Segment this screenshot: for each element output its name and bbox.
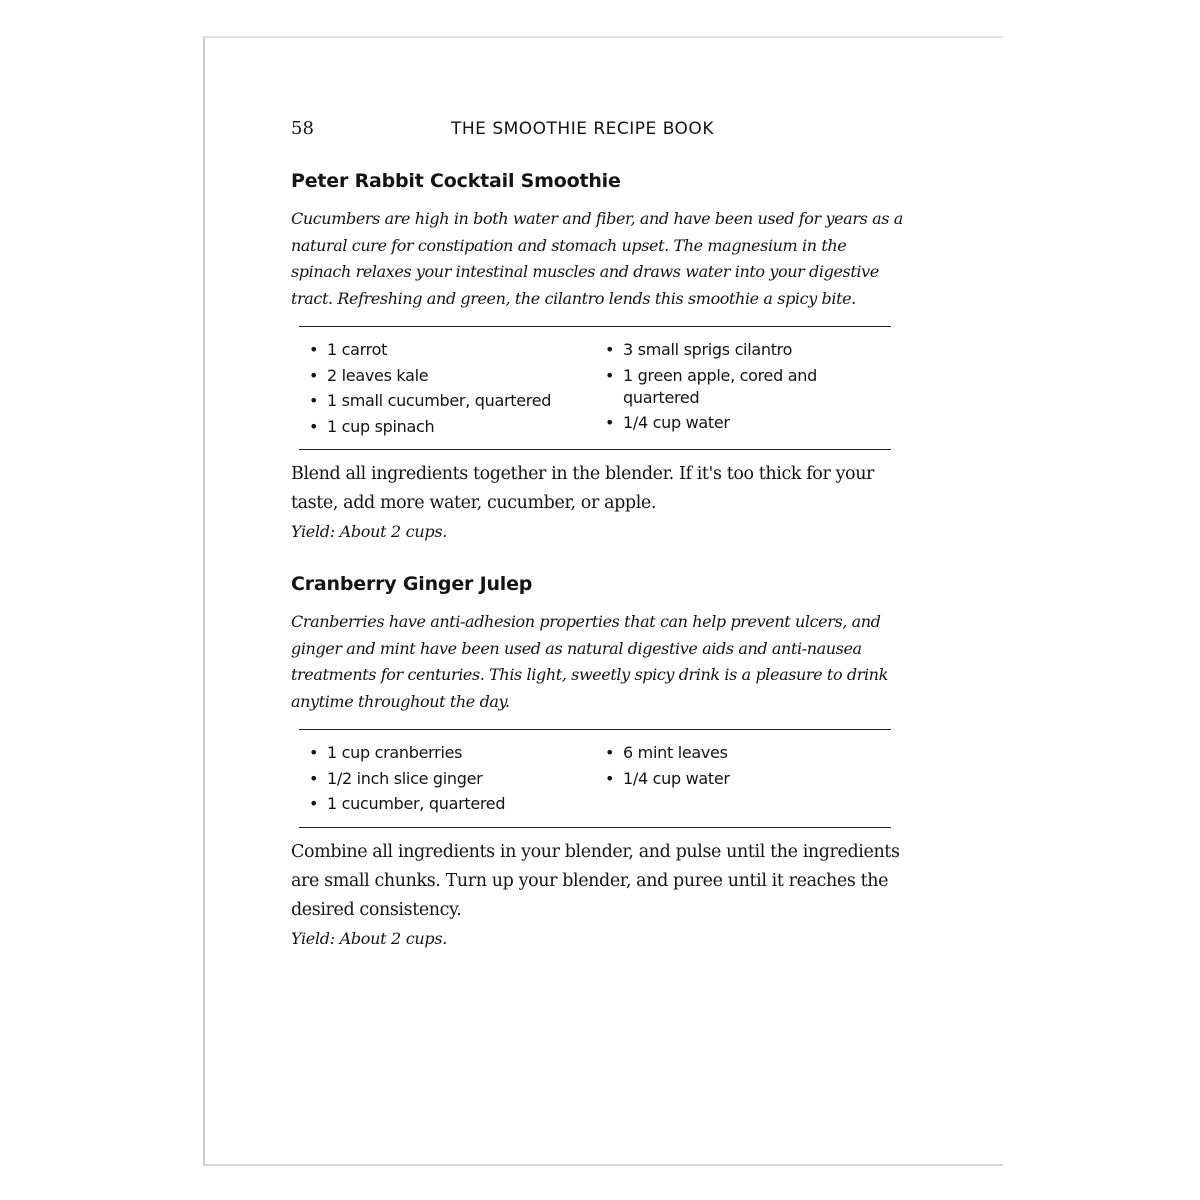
ingredient-item: [299, 768, 595, 790]
ingredients-box: [299, 326, 891, 450]
recipe-title: Cranberry Ginger Julep: [291, 573, 533, 595]
recipe-intro: Cranberries have anti-adhesion properties that can help prevent ulcers, and ginger and mint have been used as natural digestive aids and anti-nausea treatments for centuries. This light, sweetly spicy drink is a pleasure to drink anytime throughout the day.: [291, 612, 888, 711]
bullet-icon: •: [309, 768, 319, 788]
ingredient-text: 1 cup spinach: [327, 416, 435, 436]
ingredient-item: [595, 768, 891, 790]
bullet-icon: •: [605, 413, 615, 432]
recipe-peter-rabbit: [291, 170, 903, 541]
recipe-yield: Yield: About 2 cups.: [291, 928, 448, 948]
ingredients-right-column: [595, 339, 891, 441]
ingredient-text: 1 small cucumber, quartered: [327, 391, 552, 410]
recipe-method: Combine all ingredients in your blender, and pulse until the ingredients are small chunks. Turn up your blender, and puree until it reaches the desired consistency.: [291, 841, 900, 920]
recipe-intro: Cucumbers are high in both water and fiber, and have been used for years as a natural cure for constipation and stomach upset. The magnesium in the spinach relaxes your intestinal muscles and draws water into your digestive tract. Refreshing and green, the cilantro lends this smoothie a spicy bite.: [291, 209, 903, 308]
recipe-method: Blend all ingredients together in the blender. If it's too thick for your taste, add more water, cucumber, or apple.: [291, 464, 875, 513]
recipe-title: Peter Rabbit Cocktail Smoothie: [291, 170, 621, 192]
bullet-icon: •: [309, 794, 319, 813]
ingredients-box: [299, 729, 891, 828]
ingredient-item: [299, 793, 595, 815]
ingredients-right-column: [595, 742, 891, 819]
ingredient-text: 1 carrot: [327, 340, 388, 359]
ingredient-text: 1 cup cranberries: [327, 743, 463, 762]
bullet-icon: •: [309, 340, 319, 359]
recipe-cranberry-ginger-julep: [291, 573, 903, 948]
ingredient-item: [595, 365, 891, 409]
ingredient-text: 1 green apple, cored and quartered: [623, 365, 817, 407]
page-content: [291, 118, 903, 948]
ingredient-text: 2 leaves kale: [327, 365, 429, 385]
ingredient-text: 1/4 cup water: [623, 413, 730, 432]
ingredient-text: 1/4 cup water: [623, 768, 730, 788]
ingredient-text: 1/2 inch slice ginger: [327, 768, 483, 788]
book-title: THE SMOOTHIE RECIPE BOOK: [451, 119, 714, 139]
ingredient-item: [299, 416, 595, 438]
bullet-icon: •: [605, 365, 615, 385]
bullet-icon: •: [309, 416, 319, 436]
bullet-icon: •: [309, 743, 319, 762]
recipe-yield: Yield: About 2 cups.: [291, 522, 448, 541]
running-head: [291, 118, 903, 144]
page-number: 58: [291, 118, 314, 139]
ingredients-left-column: [299, 339, 595, 441]
ingredient-item: [299, 339, 595, 361]
ingredient-item: [299, 365, 595, 387]
ingredient-item: [595, 339, 891, 361]
ingredient-item: [595, 742, 891, 764]
ingredient-item: [299, 390, 595, 412]
ingredients-left-column: [299, 742, 595, 819]
ingredient-text: 6 mint leaves: [623, 743, 728, 762]
ingredient-item: [299, 742, 595, 764]
bullet-icon: •: [605, 768, 615, 788]
book-page: [203, 36, 1003, 1166]
bullet-icon: •: [605, 743, 615, 762]
bullet-icon: •: [605, 340, 615, 359]
bullet-icon: •: [309, 365, 319, 385]
ingredient-text: 1 cucumber, quartered: [327, 794, 506, 813]
bullet-icon: •: [309, 391, 319, 410]
ingredient-text: 3 small sprigs cilantro: [623, 340, 793, 359]
ingredient-item: [595, 412, 891, 434]
